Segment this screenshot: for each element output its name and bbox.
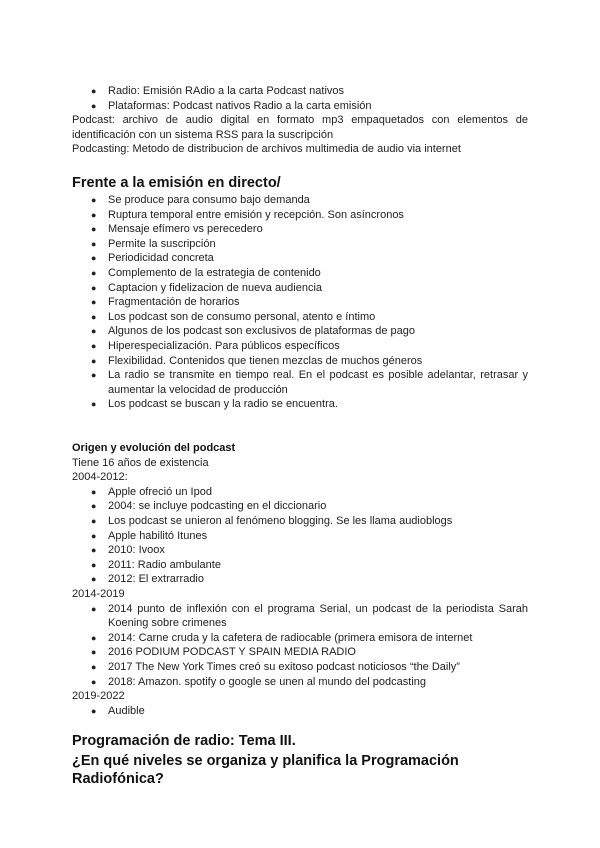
list-item: ● Algunos de los podcast son exclusivos de plataformas de pago (91, 325, 415, 338)
bullet-icon: ● (91, 399, 97, 410)
bullet-icon: ● (91, 195, 97, 205)
bullet-icon: ● (91, 209, 97, 220)
list-item: ● Los podcast se unieron al fenómeno blogging. Se les llama audioblogs (91, 514, 453, 527)
bullet-icon: ● (91, 559, 97, 570)
bullet-icon: ● (91, 632, 97, 643)
period3-bullet-list (72, 704, 528, 719)
list-item: ● 2014 punto de inflexión con el programa Serial, un podcast de la periodista Sarah Koening sobre crimenes (91, 602, 528, 630)
bullet-icon: ● (91, 224, 97, 235)
podcast-definition: Podcast: archivo de audio digital en formato mp3 empaquetados con elementos de identificación con un sistema RSS para la suscripción (72, 114, 528, 141)
podcasting-definition: Podcasting: Metodo de distribucion de archivos multimedia de audio via internet (72, 143, 461, 156)
list-item: ● Mensaje efímero vs perecedero (91, 223, 263, 236)
programacion-question: ¿En qué niveles se organiza y planifica la Programación Radiofónica? (72, 753, 459, 787)
bullet-icon: ● (91, 86, 97, 96)
list-item: ● 2004: se incluye podcasting en el diccionario (91, 500, 327, 513)
origen-intro: Tiene 16 años de existencia (72, 456, 209, 469)
bullet-icon: ● (91, 355, 97, 366)
emision-bullet-list (72, 193, 528, 412)
intro-section (72, 84, 528, 157)
bullet-icon: ● (91, 238, 97, 249)
list-item: ● Complemento de la estrategia de contenido (91, 266, 321, 279)
period1-bullet-list (72, 485, 528, 587)
period-label: 2014-2019 (72, 587, 125, 600)
bullet-icon: ● (91, 574, 97, 585)
list-item: ● Los podcast se buscan y la radio se encuentra. (91, 398, 338, 411)
bullet-icon: ● (91, 501, 97, 512)
list-item: ● Audible (91, 704, 145, 717)
bullet-icon: ● (91, 370, 97, 381)
list-item: ● Apple habilitó Itunes (91, 529, 208, 542)
bullet-icon: ● (91, 530, 97, 541)
list-item: ● 2012: El extrarradio (91, 573, 204, 586)
bullet-icon: ● (91, 705, 97, 716)
bullet-icon: ● (91, 340, 97, 351)
list-item: ● Periodicidad concreta (91, 252, 214, 265)
bullet-icon: ● (91, 267, 97, 278)
bullet-icon: ● (91, 282, 97, 293)
list-item: ● Los podcast son de consumo personal, atento e íntimo (91, 310, 376, 323)
list-item: ● 2017 The New York Times creó su exitoso podcast noticiosos “the Daily” (91, 660, 460, 673)
list-item: ● 2018: Amazon. spotify o google se unen al mundo del podcasting (91, 675, 427, 688)
emision-section (72, 174, 528, 412)
bullet-icon: ● (91, 253, 97, 264)
list-item: ● 2010: Ivoox (91, 544, 165, 557)
list-item: ● Radio: Emisión RAdio a la carta Podcast nativos (91, 85, 345, 97)
bullet-icon: ● (91, 545, 97, 556)
bullet-icon: ● (91, 326, 97, 337)
bullet-icon: ● (91, 661, 97, 672)
bullet-icon: ● (91, 515, 97, 526)
list-item: ● Flexibilidad. Contenidos que tienen mezclas de muchos géneros (91, 354, 423, 367)
period-label: 2004-2012: (72, 471, 128, 484)
list-item: ● Fragmentación de horarios (91, 296, 240, 309)
programacion-heading: Programación de radio: Tema III. (72, 733, 296, 749)
period-label: 2019-2022 (72, 690, 125, 703)
list-item: ● Apple ofreció un Ipod (91, 485, 212, 498)
emision-heading: Frente a la emisión en directo/ (72, 175, 281, 191)
bullet-icon: ● (91, 603, 97, 614)
list-item: ● La radio se transmite en tiempo real. En el podcast es posible adelantar, retrasar y aumentar la velocidad de producción (91, 369, 528, 396)
list-item: ● 2016 PODIUM PODCAST Y SPAIN MEDIA RADIO (91, 646, 356, 659)
intro-bullet-list (72, 84, 528, 113)
origen-heading: Origen y evolución del podcast (72, 442, 236, 454)
bullet-icon: ● (91, 647, 97, 658)
bullet-icon: ● (91, 676, 97, 687)
origen-section (72, 441, 528, 718)
programacion-section (72, 732, 542, 788)
list-item: ● Hiperespecialización. Para públicos específicos (91, 339, 340, 352)
bullet-icon: ● (91, 486, 97, 497)
list-item: ● Se produce para consumo bajo demanda (91, 194, 310, 206)
bullet-icon: ● (91, 100, 97, 111)
period2-bullet-list (72, 602, 528, 690)
list-item: ● Captacion y fidelizacion de nueva audiencia (91, 281, 323, 294)
list-item: ● Ruptura temporal entre emisión y recepción. Son asíncronos (91, 208, 404, 221)
list-item: ● 2011: Radio ambulante (91, 558, 221, 571)
bullet-icon: ● (91, 297, 97, 308)
list-item: ● 2014: Carne cruda y la cafetera de radiocable (primera emisora de internet (91, 631, 473, 644)
list-item: ● Permite la suscripción (91, 237, 216, 250)
bullet-icon: ● (91, 311, 97, 322)
list-item: ● Plataformas: Podcast nativos Radio a la carta emisión (91, 99, 372, 112)
